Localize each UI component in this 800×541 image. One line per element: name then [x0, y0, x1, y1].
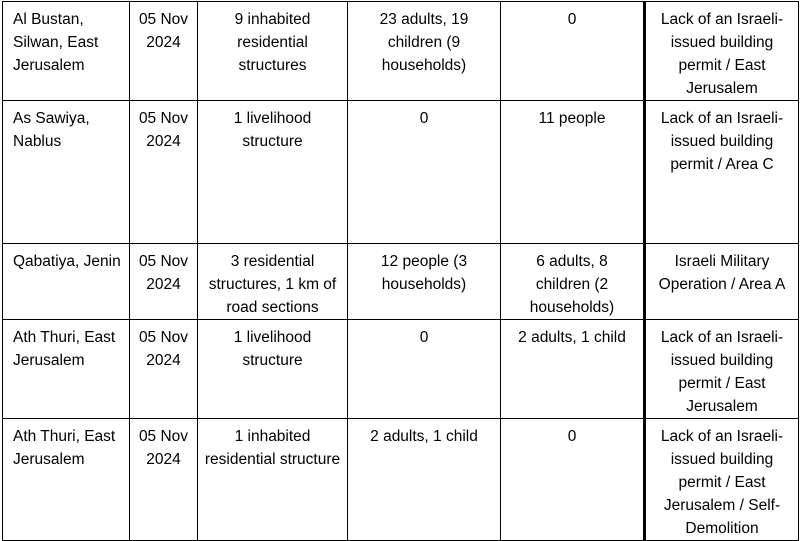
reason-cell: Lack of an Israeli-issued building permit / East Jerusalem / Self-Demolition — [645, 419, 799, 541]
displaced-cell: 23 adults, 19 children (9 households) — [348, 2, 501, 101]
reason-cell: Lack of an Israeli-issued building permit / Area C — [645, 101, 799, 244]
table-row — [3, 244, 799, 320]
date-cell: 05 Nov 2024 — [130, 419, 198, 541]
reason-cell: Israeli Military Operation / Area A — [645, 244, 799, 320]
displaced-cell: 0 — [348, 320, 501, 419]
table-row — [3, 320, 799, 419]
table-row — [3, 2, 799, 101]
reason-cell: Lack of an Israeli-issued building permit / East Jerusalem — [645, 2, 799, 101]
structures-cell: 1 livelihood structure — [198, 101, 348, 244]
affected-cell: 6 adults, 8 children (2 households) — [501, 244, 645, 320]
table-row — [3, 419, 799, 541]
structures-cell: 3 residential structures, 1 km of road sections — [198, 244, 348, 320]
affected-cell: 11 people — [501, 101, 645, 244]
structures-cell: 1 livelihood structure — [198, 320, 348, 419]
reason-cell: Lack of an Israeli-issued building permit / East Jerusalem — [645, 320, 799, 419]
affected-cell: 0 — [501, 2, 645, 101]
structures-cell: 9 inhabited residential structures — [198, 2, 348, 101]
date-cell: 05 Nov 2024 — [130, 2, 198, 101]
location-cell: Ath Thuri, East Jerusalem — [3, 320, 130, 419]
table-row — [3, 101, 799, 244]
location-cell: Ath Thuri, East Jerusalem — [3, 419, 130, 541]
affected-cell: 2 adults, 1 child — [501, 320, 645, 419]
displaced-cell: 0 — [348, 101, 501, 244]
affected-cell: 0 — [501, 419, 645, 541]
date-cell: 05 Nov 2024 — [130, 320, 198, 419]
date-cell: 05 Nov 2024 — [130, 101, 198, 244]
location-cell: As Sawiya, Nablus — [3, 101, 130, 244]
demolitions-table — [2, 1, 799, 541]
displaced-cell: 12 people (3 households) — [348, 244, 501, 320]
location-cell: Al Bustan, Silwan, East Jerusalem — [3, 2, 130, 101]
structures-cell: 1 inhabited residential structure — [198, 419, 348, 541]
location-cell: Qabatiya, Jenin — [3, 244, 130, 320]
date-cell: 05 Nov 2024 — [130, 244, 198, 320]
displaced-cell: 2 adults, 1 child — [348, 419, 501, 541]
